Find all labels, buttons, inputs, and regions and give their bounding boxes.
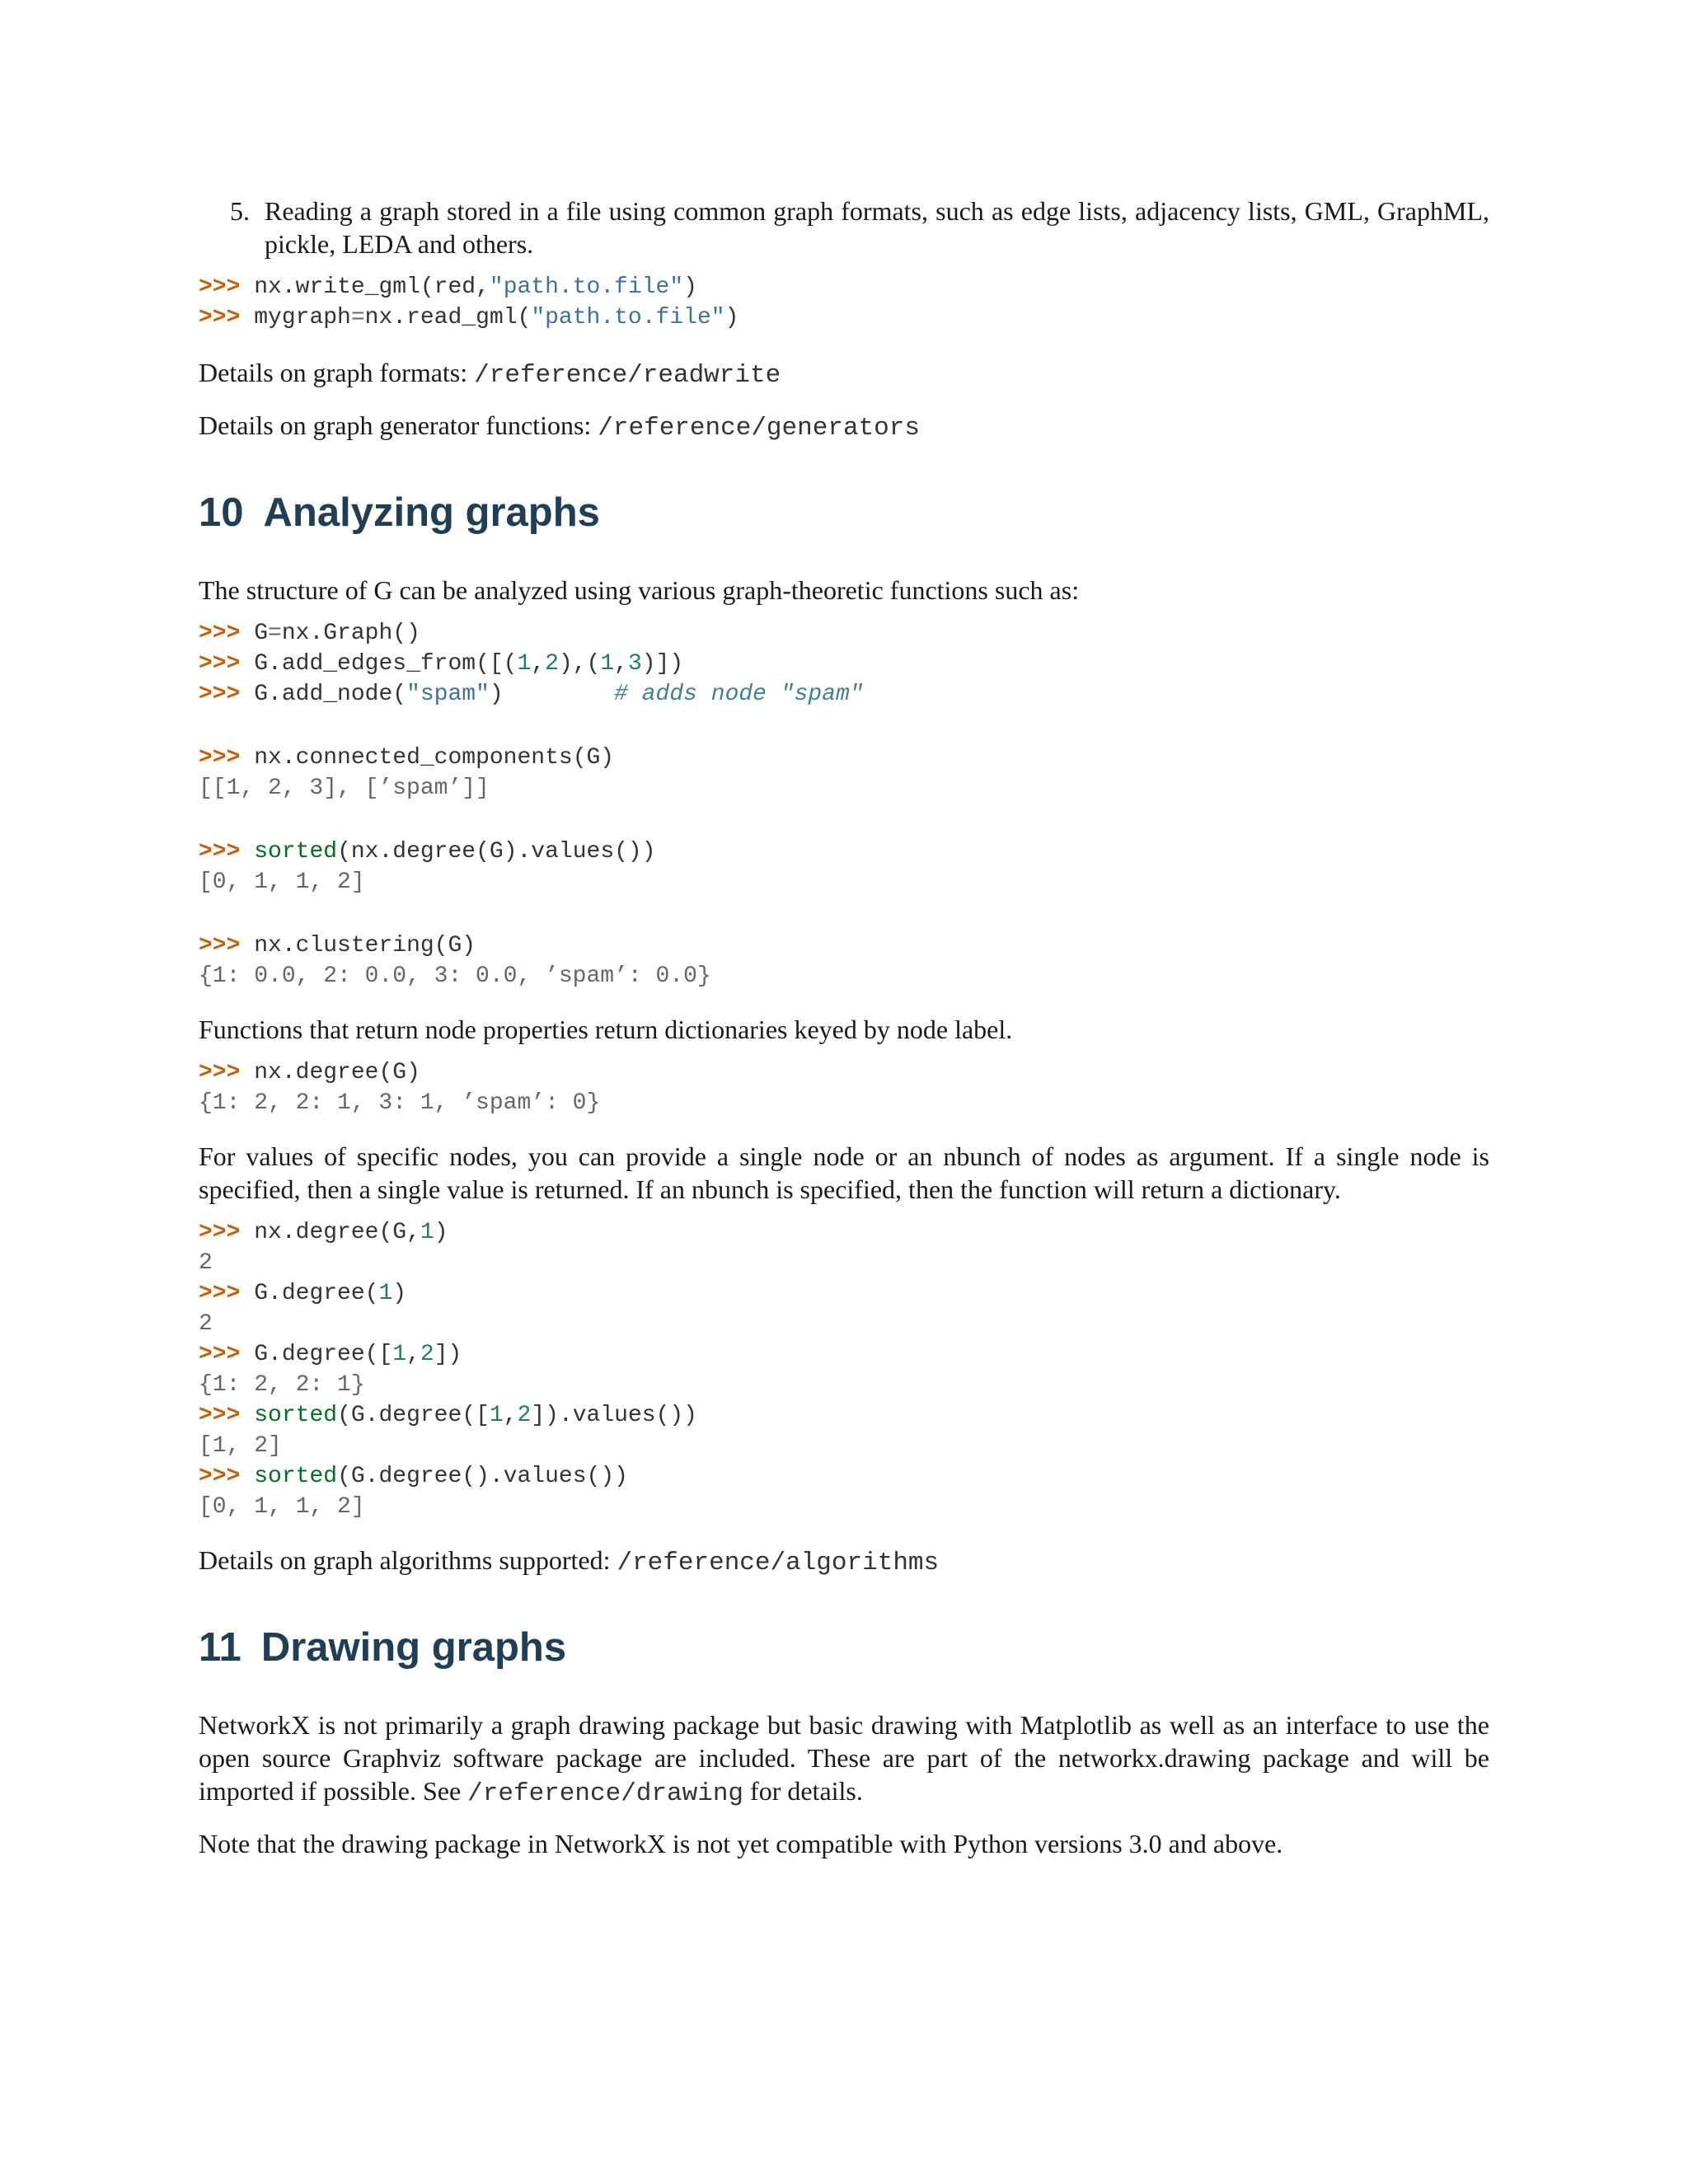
values-text: For values of specific nodes, you can provide a single node or an nbunch of nodes as argument. If a single node is specified, then a single value is returned. If an nbunch is specified, then the function will return a dictionary.	[199, 1141, 1489, 1204]
drawing-reference: /reference/drawing	[467, 1779, 744, 1808]
algorithms-reference: /reference/algorithms	[617, 1549, 940, 1577]
code-block-connected-components: >>> nx.connected_components(G) [[1, 2, 3], [’spam’]]	[199, 745, 615, 801]
code-block-degree: >>> nx.degree(G) {1: 2, 2: 1, 3: 1, ’spam’: 0}	[199, 1060, 601, 1116]
code-block-degree-nodes: >>> nx.degree(G,1) 2 >>> G.degree(1) 2 >>> G.degree([1,2]) {1: 2, 2: 1} >>> sorted(G.degree([1,2]).values()) [1, 2] >>> sorted(G.degree().values()) [0, 1, 1, 2]	[199, 1220, 697, 1520]
section-heading-analyzing: 10 Analyzing graphs	[199, 490, 600, 535]
drawing-text: NetworkX is not primarily a graph drawing package but basic drawing with Matplotlib as well as an interface to use the open source Graphviz software package are included. These are part of the networkx.drawing package and will be imported if possible. See /reference/drawing for details.	[199, 1710, 1489, 1808]
document-page	[199, 194, 1489, 1860]
details-formats: Details on graph formats: /reference/readwrite	[199, 358, 781, 390]
list-item	[230, 194, 1489, 260]
generators-reference: /reference/generators	[598, 414, 920, 443]
code-block-sorted-degree: >>> sorted(nx.degree(G).values()) [0, 1, 1, 2]	[199, 839, 656, 895]
code-block-graph-setup: >>> G=nx.Graph() >>> G.add_edges_from([(1,2),(1,3)]) >>> G.add_node("spam") # adds node "spam"	[199, 621, 864, 707]
note-text: Note that the drawing package in NetworkX is not yet compatible with Python versions 3.0 and above.	[199, 1829, 1283, 1858]
functions-text: Functions that return node properties return dictionaries keyed by node label.	[199, 1015, 1013, 1044]
list-item-text: Reading a graph stored in a file using common graph formats, such as edge lists, adjacency lists, GML, GraphML, pickle, LEDA and others.	[265, 196, 1489, 259]
details-algorithms: Details on graph algorithms supported: /reference/algorithms	[199, 1545, 940, 1577]
analyzing-intro: The structure of G can be analyzed using various graph-theoretic functions such as:	[199, 575, 1080, 605]
code-block-clustering: >>> nx.clustering(G) {1: 0.0, 2: 0.0, 3: 0.0, ’spam’: 0.0}	[199, 933, 711, 989]
code-block-gml: >>> nx.write_gml(red,"path.to.file") >>> mygraph=nx.read_gml("path.to.file")	[199, 274, 739, 330]
details-generators: Details on graph generator functions: /reference/generators	[199, 410, 920, 443]
section-heading-drawing: 11 Drawing graphs	[199, 1625, 567, 1670]
readwrite-reference: /reference/readwrite	[474, 361, 781, 390]
list-item-number: 5.	[230, 196, 250, 226]
